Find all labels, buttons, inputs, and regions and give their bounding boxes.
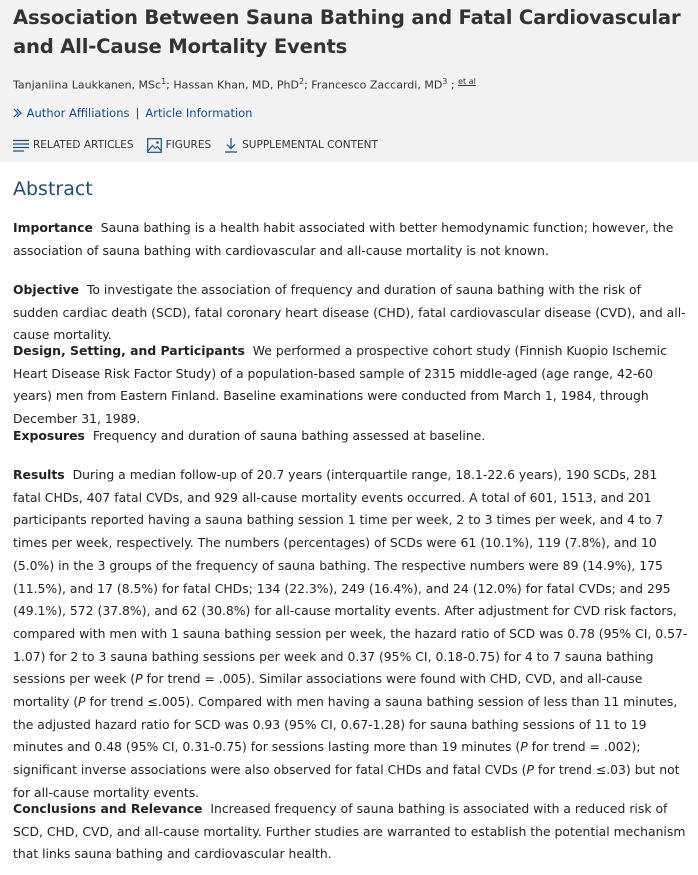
article-title: Association Between Sauna Bathing and Fatal Cardiovascular and All-Cause Mortality Events <box>13 6 681 58</box>
conclusions-section <box>13 798 689 866</box>
p-symbol: P <box>135 671 143 687</box>
list-icon <box>13 139 29 152</box>
results-text: for trend ≤.005). Compared with men having a sauna bathing session of less than 11 minutes, the adjusted hazard ratio for SCD was 0.93 (95% CI, 0.67-1.28) for sauna bathing sessions of 11 to 19 minutes and 0.48 (95% CI, 0.31-0.75) for sessions lasting more than 19 minutes ( <box>13 694 678 755</box>
results-text: for trend = .005). Similar associations were found with CHD, CVD, and all-cause mortality ( <box>13 671 643 710</box>
results-text: During a median follow-up of 20.7 years (interquartile range, 18.1-22.6 years), 190 SCDs, 281 fatal CHDs, 407 fatal CVDs, and 929 all-cause mortality events occurred. A total of 601, 1513, and 201 participants reported having a sauna bathing session 1 time per week, 2 to 3 times per week, and 4 to 7 times per week, respectively. The numbers (percentages) of SCDs were 61 (10.1%), 119 (7.8%), and 10 (5.0%) in the 3 groups of the frequency of sauna bathing. The respective numbers were 89 (14.9%), 175 (11.5%), and 17 (8.5%) for fatal CHDs; 134 (22.3%), 249 (16.4%), and 24 (12.0%) for fatal CVDs; and 295 (49.1%), 572 (37.8%), and 62 (30.8%) for all-cause mortality events. After adjustment for CVD risk factors, compared with men with 1 sauna bathing session per week, the hazard ratio of SCD was 0.78 (95% CI, 0.57-1.07) for 2 to 3 sauna bathing sessions per week and 0.37 (95% CI, 0.18-0.75) for 4 to 7 sauna bathing sessions per week ( <box>13 467 688 687</box>
results-text: for trend ≤.03) but not for all-cause mortality events. <box>13 762 680 800</box>
et-al-link[interactable]: et al <box>458 77 476 86</box>
author-sup: 2 <box>298 77 305 86</box>
design-label: Design, Setting, and Participants <box>13 343 245 358</box>
article-header <box>0 0 698 162</box>
author-name[interactable]: Francesco Zaccardi, MD <box>311 78 443 92</box>
results-section <box>13 464 689 805</box>
p-symbol: P <box>78 694 86 710</box>
affiliation-row <box>13 106 252 120</box>
abstract-heading: Abstract <box>13 178 93 200</box>
author-sup: 3 <box>442 77 448 86</box>
image-icon <box>147 138 162 153</box>
article-tools <box>13 137 391 153</box>
download-icon <box>224 137 238 153</box>
figures-button[interactable] <box>147 138 212 153</box>
design-section <box>13 340 689 431</box>
related-articles-label: RELATED ARTICLES <box>33 139 134 151</box>
results-text: for trend = .002); significant inverse associations were also observed for fatal CHDs and fatal CVDs ( <box>13 739 641 778</box>
author-sup: 1 <box>161 77 167 86</box>
related-articles-button[interactable] <box>13 139 134 152</box>
results-label: Results <box>13 467 65 482</box>
conclusions-text: Increased frequency of sauna bathing is associated with a reduced risk of SCD, CHD, CVD, and all-cause mortality. Further studies are warranted to establish the potential mechanism that links sauna bathing and cardiovascular health. <box>13 801 686 862</box>
design-text: We performed a prospective cohort study (Finnish Kuopio Ischemic Heart Disease Risk Factor Study) of a population-based sample of 2315 middle-aged (age range, 42-60 years) men from Eastern Finland. Baseline examinations were conducted from March 1, 1984, through December 31, 1989. <box>13 343 667 427</box>
importance-section <box>13 217 689 262</box>
exposures-label: Exposures <box>13 428 85 443</box>
exposures-text: Frequency and duration of sauna bathing assessed at baseline. <box>92 428 486 443</box>
author-list: Tanjaniina Laukkanen, MSc$^1$; Hassan Khan, MD, PhD$^2$; Francesco Zaccardi, $MD^3$ ; $^{et al}$ <box>13 77 476 92</box>
p-symbol: P <box>520 739 528 755</box>
author-affiliations-link[interactable]: Author Affiliations <box>26 106 130 120</box>
chevron-right-icon <box>13 108 23 118</box>
p-symbol: P <box>526 762 534 778</box>
importance-label: Importance <box>13 220 93 235</box>
conclusions-label: Conclusions and Relevance <box>13 801 203 816</box>
importance-text: Sauna bathing is a health habit associated with better hemodynamic function; however, the association of sauna bathing with cardiovascular and all-cause mortality is not known. <box>13 220 674 258</box>
objective-text: To investigate the association of frequency and duration of sauna bathing with the risk of sudden cardiac death (SCD), fatal coronary heart disease (CHD), fatal cardiovascular disease (CVD), and all-cause mortality. <box>13 282 686 343</box>
objective-label: Objective <box>13 282 80 297</box>
supplemental-content-label: SUPPLEMENTAL CONTENT <box>242 139 378 151</box>
separator: | <box>135 106 140 120</box>
author-name[interactable]: Tanjaniina Laukkanen, MSc <box>13 78 162 92</box>
article-information-link[interactable]: Article Information <box>145 106 253 120</box>
figures-label: FIGURES <box>165 139 212 151</box>
author-name[interactable]: Hassan Khan, MD, PhD <box>173 78 299 92</box>
exposures-section <box>13 425 689 448</box>
supplemental-content-button[interactable] <box>224 137 378 153</box>
objective-section <box>13 279 689 347</box>
